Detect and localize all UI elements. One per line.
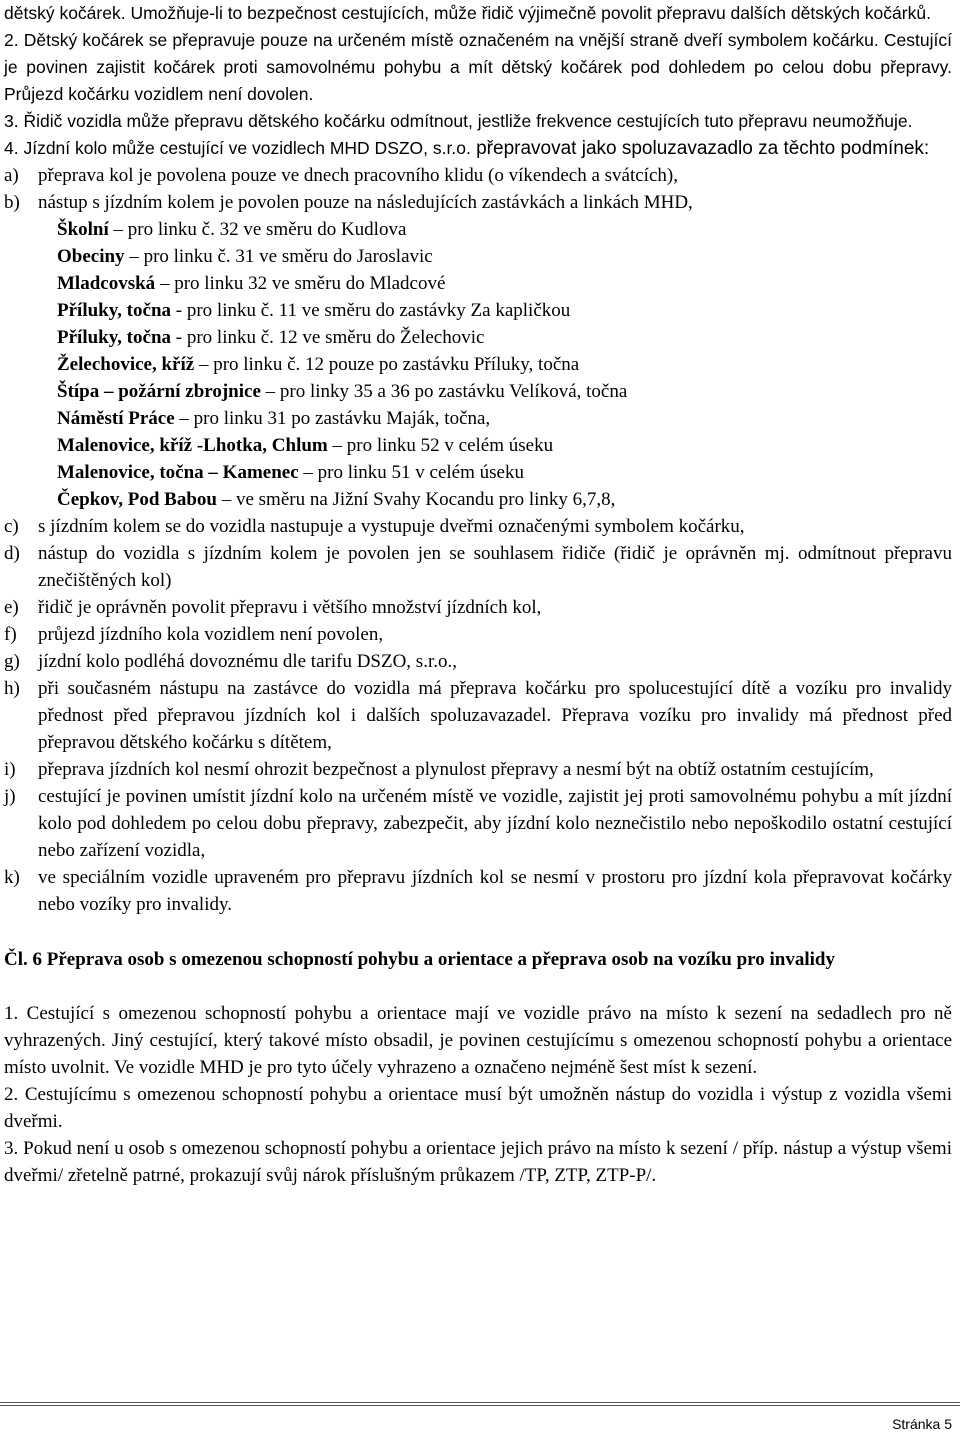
stop-name: Čepkov, Pod Babou [57,489,217,510]
condition-text: jízdní kolo podléhá dovoznému dle tarifu DSZO, s.r.o., [38,651,457,672]
condition-c [4,513,952,540]
condition-g [4,648,952,675]
condition-label: a) [4,165,19,186]
condition-f [4,621,952,648]
condition-text: s jízdním kolem se do vozidla nastupuje a vystupuje dveřmi označenými symbolem kočárku, [38,516,745,537]
stop-detail: – pro linku 51 v celém úseku [298,462,524,483]
page-number: Stránka 5 [892,1416,952,1432]
stop-detail: - pro linku č. 11 ve směru do zastávky Za kapličkou [171,300,571,321]
condition-label: h) [4,678,20,699]
condition-label: c) [4,516,19,537]
condition-k [4,864,952,918]
stop-name: Příluky, točna [57,327,172,348]
footer-divider [0,1402,960,1403]
stop-name: Příluky, točna [57,300,172,321]
condition-text: průjezd jízdního kola vozidlem není povolen, [38,624,384,645]
condition-text: ve speciálním vozidle upraveném pro přepravu jízdních kol se nesmí v prostoru pro jízdní kola přepravovat kočárky nebo vozíky pro invalidy. [38,867,952,915]
stop-name: Štípa – požární zbrojnice [57,381,261,402]
paragraph-4-end: přepravovat jako spoluzavazadlo za těchto podmínek: [470,138,930,159]
stop-name: Želechovice, kříž [57,354,195,375]
footer-divider-second [0,1405,960,1406]
bike-stops-list [4,216,952,513]
condition-h [4,675,952,756]
stop-item [57,405,952,432]
conditions-list-ab [4,162,952,216]
stop-item [57,432,952,459]
condition-text: nástup s jízdním kolem je povolen pouze na následujících zastávkách a linkách MHD, [38,192,693,213]
stop-detail: – pro linku 32 ve směru do Mladcové [155,273,446,294]
stop-item [57,378,952,405]
stop-detail: – pro linku 52 v celém úseku [327,435,554,456]
condition-text: cestující je povinen umístit jízdní kolo na určeném místě ve vozidle, zajistit jej proti samovolnému pohybu a mít jízdní kolo pod dohledem po celou dobu přepravy, zabezpečit, aby jízdní kolo neznečistilo nebo nepoškodilo ostatní cestující nebo zařízení vozidla, [38,786,952,861]
stop-item [57,324,952,351]
stop-item [57,486,952,513]
condition-a [4,162,952,189]
condition-text: přeprava jízdních kol nesmí ohrozit bezpečnost a plynulost přepravy a nesmí být na obtíž ostatním cestujícím, [38,759,874,780]
stop-item [57,243,952,270]
stop-detail: – pro linky 35 a 36 po zastávku Velíková, točna [260,381,628,402]
condition-label: d) [4,543,20,564]
condition-label: j) [4,786,16,807]
stop-item [57,270,952,297]
stop-name: Obeciny [57,246,125,267]
stop-name: Malenovice, kříž -Lhotka, Chlum [57,435,328,456]
condition-text: přeprava kol je povolena pouze ve dnech pracovního klidu (o víkendech a svátcích), [38,165,678,186]
section-6-item-1: 1. Cestující s omezenou schopností pohybu a orientace mají ve vozidle právo na místo k sezení na sedadlech pro ně vyhrazených. Jiný cestující, který takové místo obsadil, je povinen cestujícímu s omezenou schopností pohybu a orientace místo uvolnit. Ve vozidle MHD je pro tyto účely vyhrazeno a označeno nejméně šest míst k sezení. [4,1003,952,1078]
condition-label: k) [4,867,20,888]
document-page [4,0,952,1189]
stop-name: Malenovice, točna – Kamenec [57,462,299,483]
stop-detail: – pro linku č. 32 ve směru do Kudlova [108,219,407,240]
paragraph-2-stroller-placement: 2. Dětský kočárek se přepravuje pouze na určeném místě označeném na vnější straně dveří symbolem kočárku. Cestující je povinen zajistit kočárek proti samovolnému pohybu a mít dětský kočárek pod dohledem po celou dobu přepravy. Průjezd kočárku vozidlem není dovolen. [4,30,952,104]
condition-d [4,540,952,594]
stop-detail: – pro linku č. 12 pouze po zastávku Příluky, točna [194,354,580,375]
paragraph-stroller-continued: dětský kočárek. Umožňuje-li to bezpečnost cestujících, může řidič výjimečně povolit přepravu dalších dětských kočárků. [4,3,931,23]
stop-item [57,351,952,378]
stop-detail: - pro linku č. 12 ve směru do Želechovic [171,327,485,348]
condition-b [4,189,952,216]
stop-item [57,459,952,486]
paragraph-4-start: 4. Jízdní kolo může cestující ve vozidlech MHD DSZO, s.r.o. [4,138,471,158]
condition-label: g) [4,651,20,672]
paragraph-4-bicycles [4,135,952,162]
condition-label: i) [4,759,16,780]
paragraph-3-driver-refusal: 3. Řidič vozidla může přepravu dětského kočárku odmítnout, jestliže frekvence cestujících tuto přepravu neumožňuje. [4,111,913,131]
stop-detail: – ve směru na Jižní Svahy Kocandu pro linky 6,7,8, [216,489,616,510]
stop-name: Školní [57,219,109,240]
section-6-item-3: 3. Pokud není u osob s omezenou schopností pohybu a orientace jejich právo na místo k sezení / příp. nástup a výstup všemi dveřmi/ zřetelně patrné, prokazují svůj nárok příslušným průkazem /TP, ZTP, ZTP-P/. [4,1138,952,1186]
condition-label: f) [4,624,17,645]
stop-item [57,216,952,243]
stop-name: Mladcovská [57,273,156,294]
stop-detail: – pro linku č. 31 ve směru do Jaroslavic [124,246,433,267]
baggage-rules-top [4,0,952,162]
section-6-item-2: 2. Cestujícímu s omezenou schopností pohybu a orientace musí být umožněn nástup do vozidla i výstup z vozidla všemi dveřmi. [4,1084,952,1132]
condition-text: řidič je oprávněn povolit přepravu i většího množství jízdních kol, [38,597,542,618]
condition-i [4,756,952,783]
condition-text: nástup do vozidla s jízdním kolem je povolen jen se souhlasem řidiče (řidič je oprávněn mj. odmítnout přepravu znečištěných kol) [38,543,952,591]
condition-label: b) [4,192,20,213]
stop-item [57,297,952,324]
condition-e [4,594,952,621]
condition-text: při současném nástupu na zastávce do vozidla má přeprava kočárku pro spolucestující dítě a vozíku pro invalidy přednost před přepravou jízdních kol i dalších spoluzavazadel. Přeprava vozíku pro invalidy má přednost před přepravou dětského kočárku s dítětem, [38,678,952,753]
condition-j [4,783,952,864]
section-6-items [4,1000,952,1189]
section-6-heading: Čl. 6 Přeprava osob s omezenou schopností pohybu a orientace a přeprava osob na vozíku pro invalidy [4,949,835,970]
condition-label: e) [4,597,19,618]
conditions-list-rest [4,513,952,918]
stop-name: Náměstí Práce [57,408,175,429]
stop-detail: – pro linku 31 po zastávku Maják, točna, [174,408,491,429]
